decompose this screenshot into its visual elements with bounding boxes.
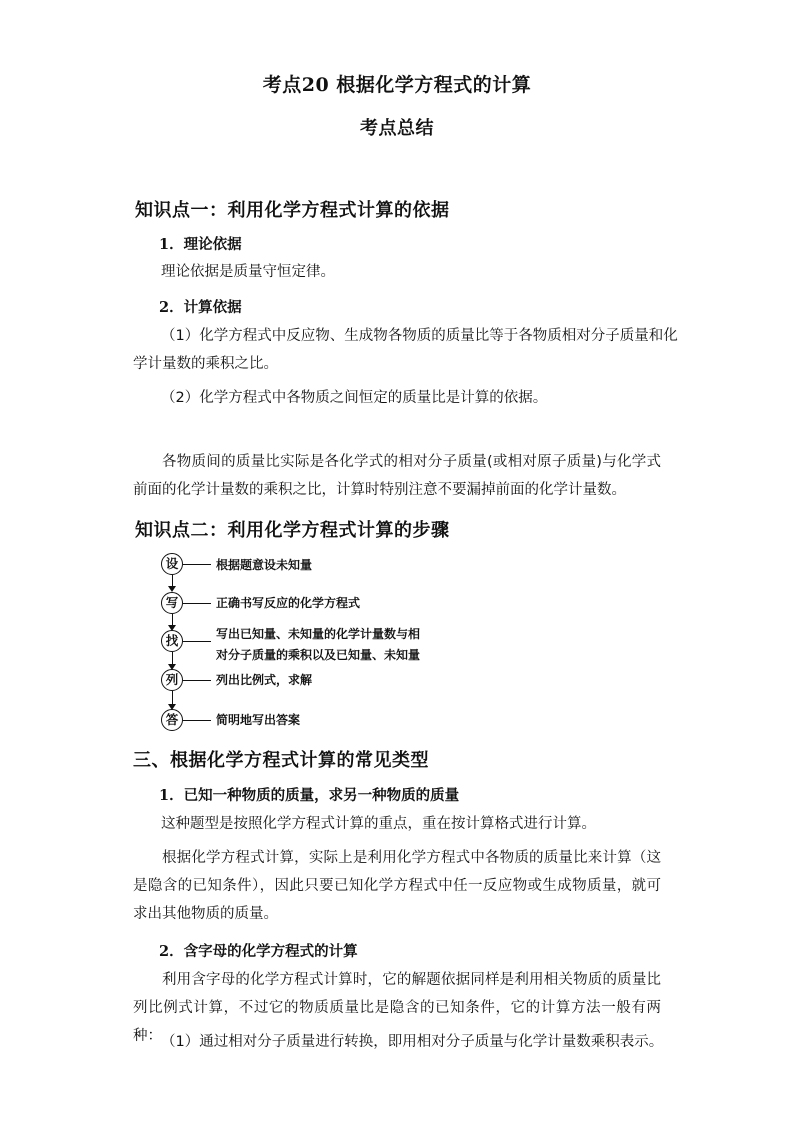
step-leader-line xyxy=(183,680,211,681)
step-leader-line xyxy=(183,720,211,721)
section1-item2-title: 2．计算依据 xyxy=(159,299,242,316)
section1-item2-p1-line1: （1）化学方程式中反应物、生成物各物质的质量比等于各物质相对分子质量和化 xyxy=(161,328,678,344)
step-label-1: 根据题意设未知量 xyxy=(216,558,313,572)
section3-item1-p1: 这种题型是按照化学方程式计算的重点，重在按计算格式进行计算。 xyxy=(161,816,596,832)
section3-item2-p1: 利用含字母的化学方程式计算时，它的解题依据同样是利用相关物质的质量比列比例式计算，不过它的物质质量比是隐含的已知条件，它的计算方法一般有两种： xyxy=(133,972,661,1044)
step-leader-line xyxy=(183,564,211,565)
section3-item1-title: 1．已知一种物质的质量，求另一种物质的质量 xyxy=(159,787,460,804)
section1-item1-text: 理论依据是质量守恒定律。 xyxy=(161,264,335,280)
page-subtitle: 考点总结 xyxy=(360,118,434,139)
section3-heading: 三、根据化学方程式计算的常见类型 xyxy=(133,750,429,771)
step-label-5: 简明地写出答案 xyxy=(216,713,301,727)
section3-item2-title: 2．含字母的化学方程式的计算 xyxy=(159,943,358,960)
section2-heading: 知识点二：利用化学方程式计算的步骤 xyxy=(135,520,450,541)
step-label-3-line2: 对分子质量的乘积以及已知量、未知量 xyxy=(216,648,421,662)
section1-item1-title: 1．理论依据 xyxy=(159,236,242,253)
step-label-3-line1: 写出已知量、未知量的化学计量数与相 xyxy=(216,627,421,641)
step-circle-2: 写 xyxy=(161,592,183,614)
section1-note: 各物质间的质量比实际是各化学式的相对分子质量(或相对原子质量)与化学式前面的化学计量数的乘积之比，计算时特别注意不要漏掉前面的化学计量数。 xyxy=(133,454,661,498)
step-circle-3: 找 xyxy=(161,630,183,652)
step-circle-1: 设 xyxy=(161,553,183,575)
section3-item2-p2: （1）通过相对分子质量进行转换，即用相对分子质量与化学计量数乘积表示。 xyxy=(161,1034,664,1050)
step-leader-line xyxy=(183,603,211,604)
section1-item2-p1-line2: 学计量数的乘积之比。 xyxy=(133,356,278,372)
step-label-4: 列出比例式，求解 xyxy=(216,673,313,687)
section1-item2-p2: （2）化学方程式中各物质之间恒定的质量比是计算的依据。 xyxy=(161,390,548,406)
section3-item1-p2: 根据化学方程式计算，实际上是利用化学方程式中各物质的质量比来计算（这是隐含的已知条件），因此只要已知化学方程式中任一反应物或生成物质量，就可求出其他物质的质量。 xyxy=(133,850,661,922)
section1-heading: 知识点一：利用化学方程式计算的依据 xyxy=(135,200,450,221)
step-circle-5: 答 xyxy=(161,709,183,731)
step-circle-4: 列 xyxy=(161,669,183,691)
step-leader-line xyxy=(183,641,211,642)
page-title: 考点20 根据化学方程式的计算 xyxy=(262,74,532,96)
step-label-2: 正确书写反应的化学方程式 xyxy=(216,596,361,610)
